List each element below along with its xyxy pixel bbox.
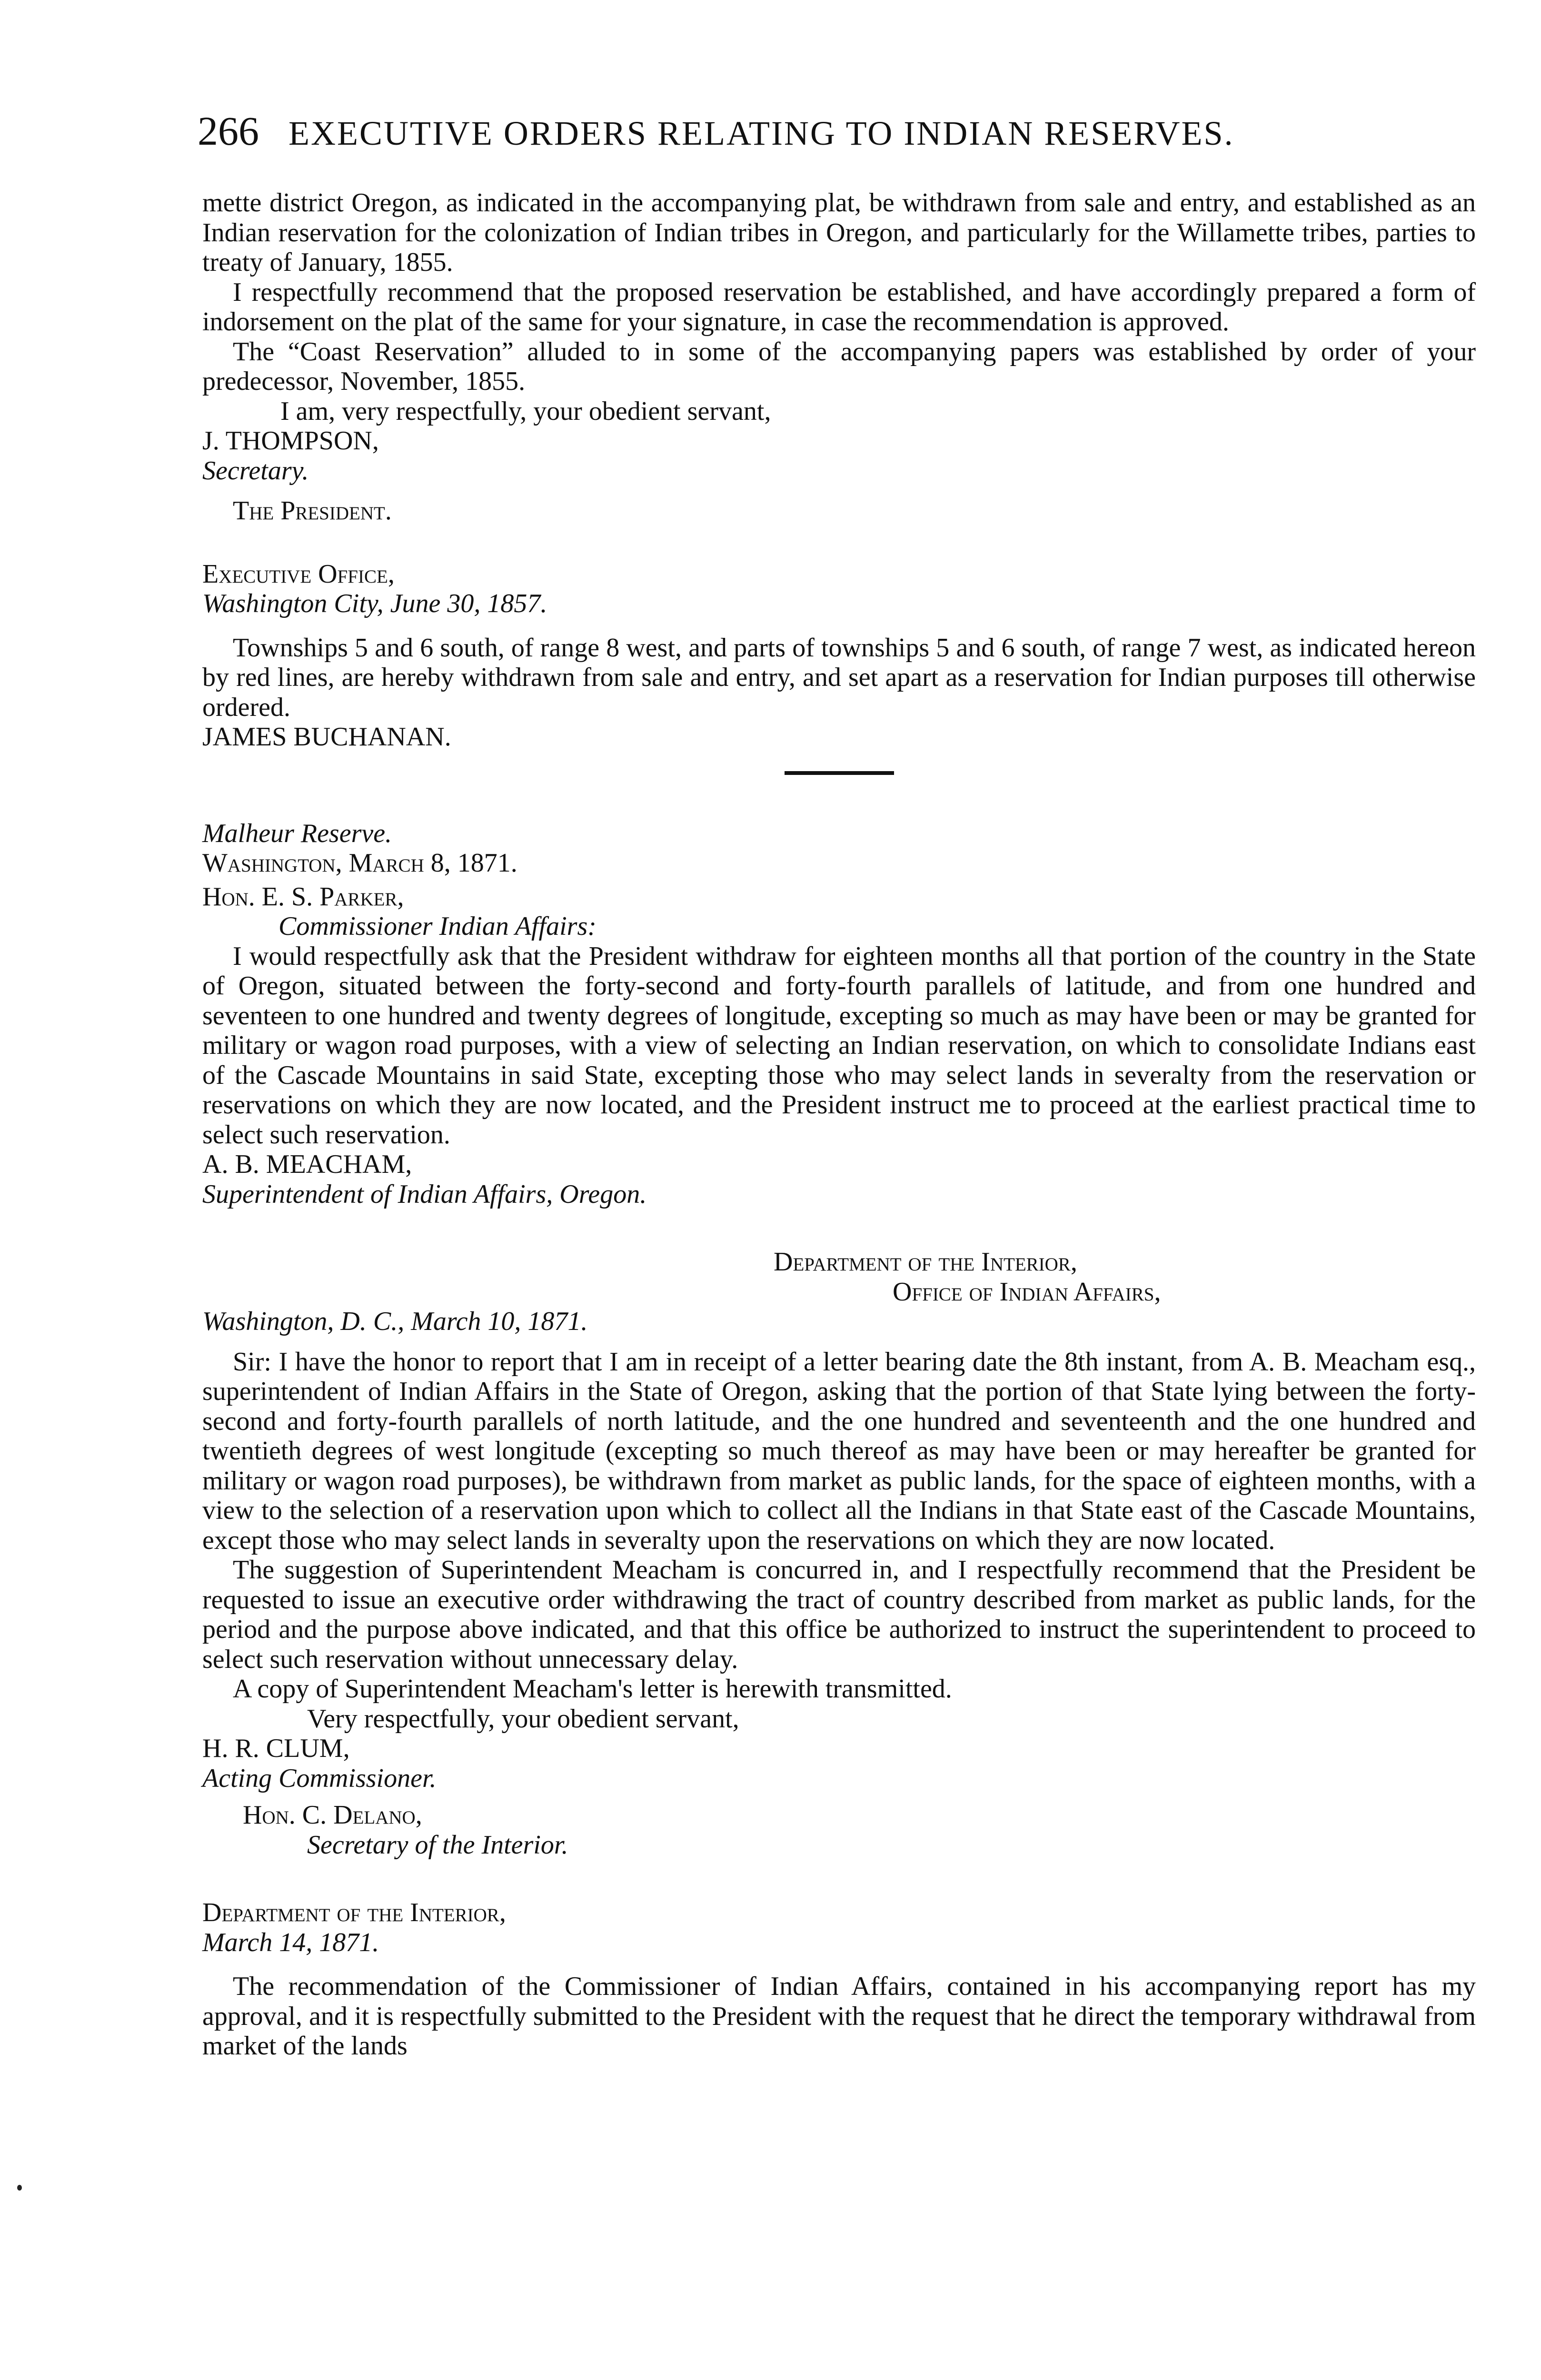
paragraph-recommend: I respectfully recommend that the proposed reservation be established, and have accordingly prepared a form of indorsement on the plat of the same for your signature, in case the recommendation is approved. [202, 277, 1476, 337]
signature-clum: H. R. CLUM, [202, 1734, 350, 1763]
page-header [198, 102, 1459, 159]
executive-office-heading: Executive Office, [202, 559, 395, 589]
paragraph-coast-reservation: The “Coast Reservation” alluded to in some of the accompanying papers was established by order of your predecessor, November, 1855. [202, 337, 1476, 396]
section-title: Malheur Reserve. [202, 818, 392, 848]
signature-clum-title: Acting Commissioner. [202, 1763, 437, 1793]
closing-line: I am, very respectfully, your obedient servant, [280, 396, 771, 426]
letter-date-2: March 14, 1871. [202, 1927, 379, 1957]
executive-order-text: Townships 5 and 6 south, of range 8 west, and parts of townships 5 and 6 south, of range 7 west, as indicated hereon by red lines, are hereby withdrawn from sale and entry, and set apart as a reservation for Indian purposes till otherwise ordered. [202, 633, 1476, 722]
closing-line-clum: Very respectfully, your obedient servant, [307, 1704, 739, 1734]
addressee: The President. [233, 496, 392, 526]
letter-addressee-delano: Hon. C. Delano, [243, 1800, 422, 1830]
department-heading: Department of the Interior, [774, 1247, 1077, 1277]
signature-president: JAMES BUCHANAN. [202, 722, 451, 752]
letter-body-clum-recommend: The suggestion of Superintendent Meacham is concurred in, and I respectfully recommend that the President be requested to issue an executive order withdrawing the tract of country described from market as public lands, for the period and the purpose above indicated, and that this office be authorized to instruct the superintendent to proceed to select such reservation without unnecessary delay. [202, 1555, 1476, 1674]
department-heading-2: Department of the Interior, [202, 1898, 506, 1927]
letter-body-meacham: I would respectfully ask that the President withdraw for eighteen months all that portion of the country in the State of Oregon, situated between the forty-second and forty-fourth parallels of latitude, and from one hundred and seventeen to one hundred and twenty degrees of longitude, excepting so much as may have been or may be granted for military or wagon road purposes, with a view of selecting an Indian reservation, on which to consolidate Indians east of the Cascade Mountains in said State, excepting those who may select lands in severalty from the reservation or reservations on which they are now located, and the President instruct me to proceed at the earliest practical time to select such reservation. [202, 941, 1476, 1150]
signature-name: J. THOMPSON, [202, 426, 379, 456]
letter-body-copy: A copy of Superintendent Meacham's letter is herewith transmitted. [233, 1674, 952, 1704]
letter-addressee: Hon. E. S. Parker, [202, 882, 404, 912]
scan-speck [17, 2185, 22, 2191]
signature-meacham: A. B. MEACHAM, [202, 1150, 412, 1179]
section-divider [785, 771, 894, 775]
office-heading: Office of Indian Affairs, [893, 1277, 1161, 1307]
letter-place-date: Washington, March 8, 1871. [202, 848, 517, 878]
page-number: 266 [198, 108, 259, 154]
signature-meacham-title: Superintendent of Indian Affairs, Oregon. [202, 1179, 647, 1209]
letter-date: Washington, D. C., March 10, 1871. [202, 1307, 588, 1336]
letter-body-clum: Sir: I have the honor to report that I am in receipt of a letter bearing date the 8th instant, from A. B. Meacham esq., superintendent of Indian Affairs in the State of Oregon, asking that the portion of that State lying between the forty-second and forty-fourth parallels of north latitude, and the one hundred and seventeenth and the one hundred and twentieth degrees of west longitude (excepting so much thereof as may have been or may hereafter be granted for military or wagon road purposes), be withdrawn from market as public lands, for the space of eighteen months, with a view to the selection of a reservation upon which to collect all the Indians in that State east of the Cascade Mountains, except those who may select lands in severalty upon the reservations on which they are now located. [202, 1347, 1476, 1555]
page-body [202, 188, 1476, 2061]
paragraph-reservation: mette district Oregon, as indicated in the accompanying plat, be withdrawn from sale and entry, and established as an Indian reservation for the colonization of Indian tribes in Oregon, and particularly for the Willamette tribes, parties to treaty of January, 1855. [202, 188, 1476, 277]
letter-body-approval: The recommendation of the Commissioner of Indian Affairs, contained in his accompanying report has my approval, and it is respectfully submitted to the President with the request that he direct the temporary withdrawal from market of the lands [202, 1972, 1476, 2061]
letter-addressee-title: Commissioner Indian Affairs: [278, 912, 597, 941]
executive-office-date: Washington City, June 30, 1857. [202, 589, 547, 618]
running-title: EXECUTIVE ORDERS RELATING TO INDIAN RESERVES. [288, 114, 1234, 152]
signature-title: Secretary. [202, 456, 309, 486]
letter-addressee-delano-title: Secretary of the Interior. [307, 1830, 568, 1860]
